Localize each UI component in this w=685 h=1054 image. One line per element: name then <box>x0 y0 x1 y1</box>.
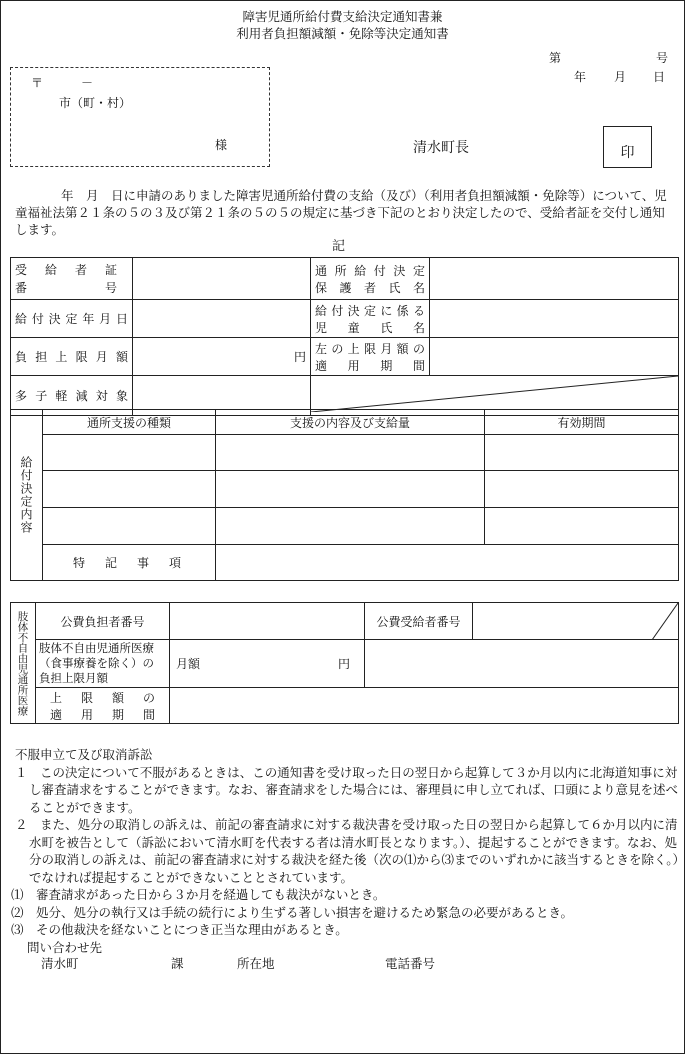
seal-box: 印 <box>603 126 652 168</box>
service-row-cell <box>485 508 679 545</box>
postal-dash: － <box>81 76 94 90</box>
payer-no-label: 公費負担者番号 <box>36 603 170 640</box>
monthly-label: 月額 <box>176 657 201 671</box>
honorific-sama: 様 <box>215 138 228 152</box>
notes-sub-1: ⑴ 審査請求があった日から３か月を経過しても裁決がないとき。 <box>11 887 386 902</box>
content-side-label: 給付決定内容 <box>11 410 43 581</box>
notes-item-2: ２ また、処分の取消しの訴えは、前記の審査請求に対する裁決書を受け取った日の翌日から起算して６か月以内に清水町を被告として（訴訟において清水町を代表する者は清水町長となります。）、提起することができます。なお、処分の取消しの訴えは、前記の審査請求に対する裁決を経た後（次の⑴から⑶までのいずれかに該当するときを除く。）でなければ提起することができないこととされています。 <box>15 817 679 885</box>
date-day: 日 <box>653 70 666 84</box>
medical-limit-blank <box>365 640 679 688</box>
decision-main-table <box>10 257 679 416</box>
contact-heading: 問い合わせ先 <box>27 939 103 955</box>
issuer-name: 清水町長 <box>413 140 469 156</box>
document-title-line1: 障害児通所給付費支給決定通知書兼 <box>242 9 443 24</box>
decision-content-table <box>10 409 679 581</box>
contact-section: 課 <box>171 956 184 971</box>
recipient-no-digits <box>133 258 311 300</box>
medical-side-label: 肢体不自由児通所医療 <box>11 603 36 724</box>
special-notes-label: 特 記 事 項 <box>43 545 216 581</box>
number-go: 号 <box>656 51 669 65</box>
burden-limit-label: 負担上限月額 <box>11 338 133 376</box>
diagonal-line <box>311 376 678 412</box>
child-name-value <box>430 300 679 338</box>
service-row-cell <box>43 508 216 545</box>
notes-item-1: １ この決定について不服があるときは、この通知書を受け取った日の翌日から起算して３か月以内に北海道知事に対し審査請求をすることができます。なお、審査請求をした場合には、審理員に申し立てれば、口頭により意見を述べることができます。 <box>15 764 679 815</box>
notes-heading: 不服申立て及び取消訴訟 <box>15 747 153 762</box>
multi-child-label: 多子軽減対象 <box>11 376 133 416</box>
document-title-line2: 利用者負担額減額・免除等決定通知書 <box>236 26 449 41</box>
appeal-notes <box>11 746 679 974</box>
decision-date-value <box>133 300 311 338</box>
guardian-name-value <box>430 258 679 300</box>
recipient-no-label: 公費受給者番号 <box>365 603 473 640</box>
col-validity: 有効期間 <box>485 410 679 435</box>
child-name-label: 給付決定に係る 児 童 氏 名 <box>311 300 430 338</box>
guardian-name-label: 通所給付決定 保 護 者 氏 名 <box>311 258 430 300</box>
service-row-cell <box>216 471 485 508</box>
special-notes-value <box>216 545 679 581</box>
burden-limit-yen: 円 <box>133 338 311 376</box>
service-row-cell <box>485 435 679 471</box>
contact-location: 所在地 <box>237 956 275 971</box>
address-block <box>10 67 270 167</box>
service-row-cell <box>43 435 216 471</box>
date-month: 月 <box>614 70 627 84</box>
diagonal-line <box>652 603 678 640</box>
contact-town: 清水町 <box>41 956 79 971</box>
contact-row <box>15 956 679 974</box>
medical-period-value <box>170 688 679 724</box>
decision-date-label: 給付決定年月日 <box>11 300 133 338</box>
recipient-no-digits <box>473 603 679 640</box>
number-dai: 第 <box>549 51 562 65</box>
period-label: 左の上限月額の 適 用 期 間 <box>311 338 430 376</box>
city-label: 市（町・村） <box>59 96 132 110</box>
medical-limit-value <box>170 640 365 688</box>
service-row-cell <box>43 471 216 508</box>
ki-heading: 記 <box>332 239 346 254</box>
notes-sub-2: ⑵ 処分、処分の執行又は手続の続行により生ずる著しい損害を避けるため緊急の必要があるとき。 <box>11 904 574 920</box>
medical-yen: 円 <box>337 657 350 671</box>
service-row-cell <box>216 508 485 545</box>
col-service-type: 通所支援の種類 <box>43 410 216 435</box>
medical-period-label: 上 限 額 の 適 用 期 間 <box>36 688 170 724</box>
col-content: 支援の内容及び支給量 <box>216 410 485 435</box>
postal-mark: 〒 <box>31 76 44 90</box>
service-row-cell <box>216 435 485 471</box>
notes-sub-3: ⑶ その他裁決を経ないことにつき正当な理由があるとき。 <box>11 922 348 937</box>
recipient-no-label: 受 給 者 証 番 号 <box>11 258 133 300</box>
payer-no-digits <box>170 603 365 640</box>
medical-table <box>10 602 679 724</box>
service-row-cell <box>485 471 679 508</box>
medical-limit-label: 肢体不自由児通所医療 （食事療養を除く）の 負担上限月額 <box>36 640 170 688</box>
intro-text: 年 月 日に申請のありました障害児通所給付費の支給（及び）（利用者負担額減額・免除等）について、児童福祉法第２１条の５の３及び第２１条の５の５の規定に基づき下記のとおり決定したので、受給者証を交付し通知します。 <box>15 188 667 237</box>
contact-phone: 電話番号 <box>385 956 436 971</box>
date-year: 年 <box>574 70 587 84</box>
period-value <box>430 338 679 376</box>
